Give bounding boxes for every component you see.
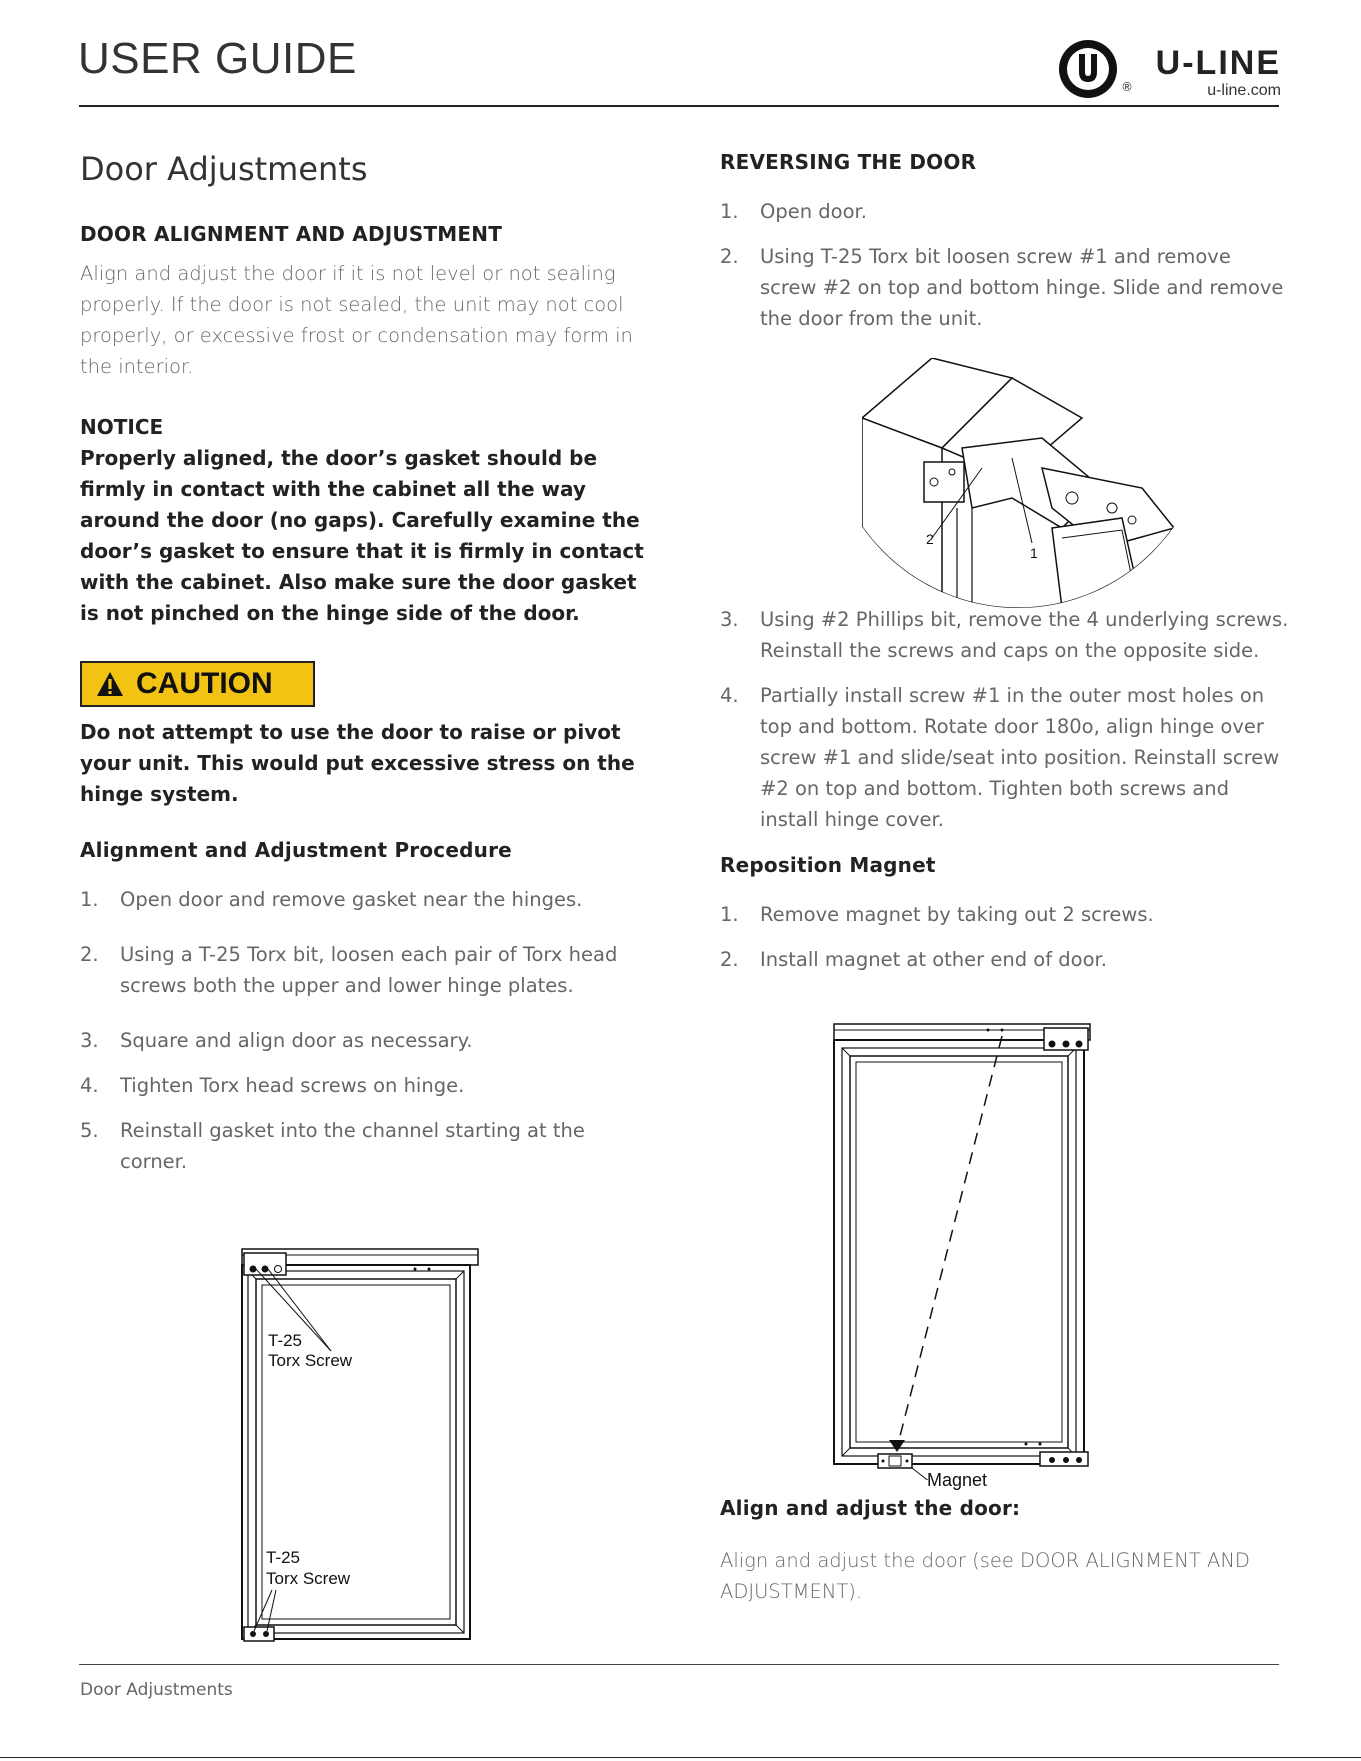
reversing-heading: REVERSING THE DOOR [720, 150, 977, 174]
list-item: 1. Remove magnet by taking out 2 screws. [720, 903, 1154, 926]
list-item: 2. Using a T-25 Torx bit, loosen each pair of Torx head screws both the upper and lower hinge plates. [80, 943, 618, 997]
footer-text: Door Adjustments [80, 1680, 233, 1700]
torx-label-bottom-1: T-25 [266, 1548, 301, 1567]
caution-text: Do not attempt to use the door to raise or pivot your unit. This would put excessive stress on the hinge system. [80, 720, 635, 806]
header-rule [79, 105, 1279, 107]
page-bottom-edge [0, 1757, 1361, 1758]
top-hinge-icon [244, 1253, 286, 1275]
registered-mark: ® [1121, 80, 1133, 94]
list-item: 3. Using #2 Phillips bit, remove the 4 underlying screws. Reinstall the screws and caps on the opposite side. [720, 608, 1289, 662]
magnet-label: Magnet [927, 1470, 988, 1490]
magnet-icon [878, 1454, 912, 1468]
brand-url: u-line.com [1207, 82, 1281, 99]
magnet-door-figure [830, 1020, 1100, 1480]
list-item: 4. Partially install screw #1 in the outer most holes on top and bottom. Rotate door 180o, align hinge over screw #1 and slide/seat into position. Reinstall screw #2 on top and bottom. Tighten both screws and install hinge cover. [720, 684, 1280, 831]
reversing-steps-a [720, 196, 1290, 334]
bottom-hinge-icon [1040, 1452, 1088, 1466]
left-column [80, 150, 650, 1177]
reversing-steps-b [720, 604, 1290, 835]
door-torx-figure [238, 1245, 483, 1645]
hinge-detail-figure [862, 358, 1174, 608]
footer-rule [79, 1664, 1279, 1665]
section-title: Door Adjustments [80, 150, 368, 188]
alignment-text: Align and adjust the door if it is not level or not sealing properly. If the door is not sealed, the unit may not cool properly, or excessive frost or condensation may form in the interior. [80, 262, 633, 378]
top-hinge-icon [1044, 1028, 1088, 1050]
notice-heading: NOTICE [80, 415, 164, 439]
list-item: 3. Square and align door as necessary. [80, 1029, 473, 1052]
brand-wordmark: U-LINE [1155, 44, 1281, 82]
list-item: 2. Install magnet at other end of door. [720, 948, 1107, 971]
torx-label-top-1: T-25 [268, 1331, 303, 1350]
list-item: 1. Open door. [720, 200, 867, 223]
brand-logo [1011, 34, 1281, 104]
hinge-label-2: 2 [926, 531, 934, 547]
procedure-heading: Alignment and Adjustment Procedure [80, 838, 512, 862]
magnet-steps [720, 899, 1290, 975]
procedure-steps [80, 884, 650, 1177]
list-item: 2. Using T-25 Torx bit loosen screw #1 and remove screw #2 on top and bottom hinge. Slide and remove the door from the unit. [720, 245, 1284, 330]
notice-text: Properly aligned, the door’s gasket should be firmly in contact with the cabinet all the way around the door (no gaps). Carefully examine the door’s gasket to ensure that it is firmly in contact with the cabinet. Also make sure the door gasket is not pinched on the hinge side of the door. [80, 446, 644, 625]
hinge-label-1: 1 [1030, 545, 1038, 561]
bottom-hinge-icon [244, 1627, 274, 1641]
list-item: 5. Reinstall gasket into the channel starting at the corner. [80, 1119, 585, 1173]
caution-badge [80, 661, 315, 707]
torx-label-top-2: Torx Screw [268, 1351, 353, 1370]
list-item: 4. Tighten Torx head screws on hinge. [80, 1074, 465, 1097]
alignment-heading: DOOR ALIGNMENT AND ADJUSTMENT [80, 222, 503, 246]
caution-label: CAUTION [136, 667, 273, 700]
uline-logo-mark-icon [1057, 38, 1119, 100]
torx-label-bottom-2: Torx Screw [266, 1569, 351, 1588]
align-text: Align and adjust the door (see DOOR ALIGNMENT AND ADJUSTMENT). [720, 1549, 1250, 1603]
warning-triangle-icon [96, 671, 124, 697]
magnet-heading: Reposition Magnet [720, 853, 936, 877]
list-item: 1. Open door and remove gasket near the hinges. [80, 888, 583, 911]
align-heading: Align and adjust the door: [720, 1496, 1021, 1520]
doc-header-title: USER GUIDE [78, 34, 357, 83]
